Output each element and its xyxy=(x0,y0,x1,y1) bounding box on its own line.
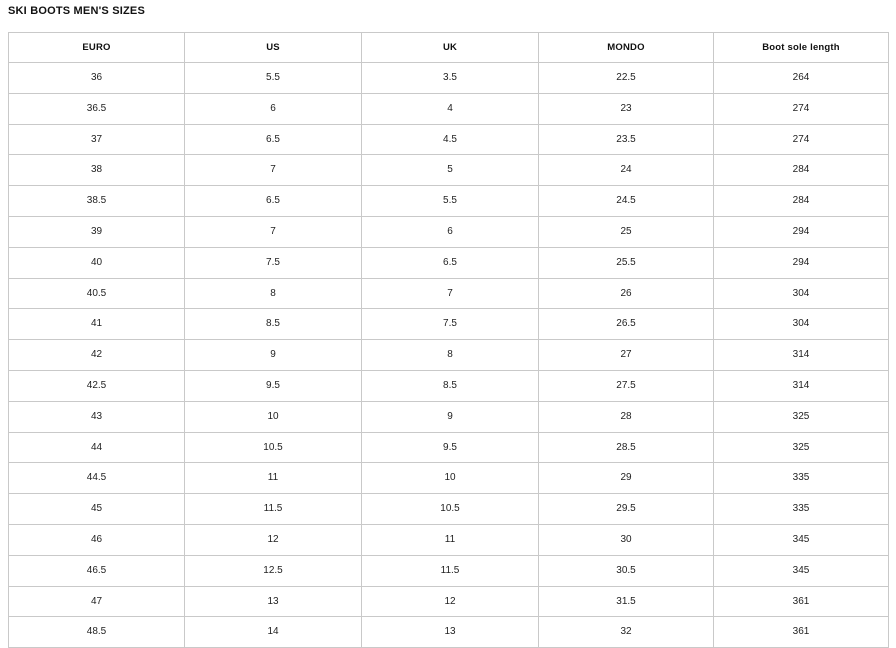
cell-us: 13 xyxy=(185,586,362,617)
cell-euro: 36.5 xyxy=(9,93,185,124)
cell-boot-sole-length: 284 xyxy=(714,155,889,186)
cell-uk: 4 xyxy=(362,93,539,124)
cell-euro: 48.5 xyxy=(9,617,185,648)
cell-mondo: 31.5 xyxy=(539,586,714,617)
cell-us: 10.5 xyxy=(185,432,362,463)
cell-euro: 36 xyxy=(9,63,185,94)
cell-uk: 8 xyxy=(362,340,539,371)
table-row xyxy=(9,247,889,278)
cell-us: 11 xyxy=(185,463,362,494)
cell-uk: 3.5 xyxy=(362,63,539,94)
cell-euro: 38 xyxy=(9,155,185,186)
cell-mondo: 25.5 xyxy=(539,247,714,278)
table-row xyxy=(9,463,889,494)
cell-us: 10 xyxy=(185,401,362,432)
cell-euro: 45 xyxy=(9,494,185,525)
cell-boot-sole-length: 345 xyxy=(714,555,889,586)
cell-boot-sole-length: 325 xyxy=(714,432,889,463)
cell-mondo: 28.5 xyxy=(539,432,714,463)
cell-uk: 11.5 xyxy=(362,555,539,586)
cell-us: 6 xyxy=(185,93,362,124)
table-row xyxy=(9,309,889,340)
cell-mondo: 30 xyxy=(539,524,714,555)
cell-boot-sole-length: 335 xyxy=(714,494,889,525)
cell-us: 7.5 xyxy=(185,247,362,278)
cell-mondo: 29 xyxy=(539,463,714,494)
cell-us: 14 xyxy=(185,617,362,648)
cell-boot-sole-length: 314 xyxy=(714,340,889,371)
cell-us: 9 xyxy=(185,340,362,371)
cell-boot-sole-length: 284 xyxy=(714,186,889,217)
column-header-euro: EURO xyxy=(9,33,185,63)
cell-us: 5.5 xyxy=(185,63,362,94)
table-row xyxy=(9,278,889,309)
cell-euro: 42 xyxy=(9,340,185,371)
cell-euro: 42.5 xyxy=(9,370,185,401)
table-row xyxy=(9,370,889,401)
cell-uk: 7.5 xyxy=(362,309,539,340)
cell-uk: 4.5 xyxy=(362,124,539,155)
cell-mondo: 25 xyxy=(539,216,714,247)
table-row xyxy=(9,494,889,525)
cell-mondo: 24.5 xyxy=(539,186,714,217)
cell-uk: 8.5 xyxy=(362,370,539,401)
cell-euro: 40.5 xyxy=(9,278,185,309)
cell-mondo: 29.5 xyxy=(539,494,714,525)
cell-us: 7 xyxy=(185,155,362,186)
cell-mondo: 27.5 xyxy=(539,370,714,401)
table-row xyxy=(9,93,889,124)
cell-euro: 46.5 xyxy=(9,555,185,586)
cell-boot-sole-length: 274 xyxy=(714,93,889,124)
cell-us: 12 xyxy=(185,524,362,555)
cell-us: 11.5 xyxy=(185,494,362,525)
table-row xyxy=(9,617,889,648)
cell-boot-sole-length: 325 xyxy=(714,401,889,432)
cell-mondo: 28 xyxy=(539,401,714,432)
cell-mondo: 27 xyxy=(539,340,714,371)
cell-euro: 38.5 xyxy=(9,186,185,217)
cell-us: 12.5 xyxy=(185,555,362,586)
cell-euro: 40 xyxy=(9,247,185,278)
table-row xyxy=(9,186,889,217)
cell-uk: 12 xyxy=(362,586,539,617)
cell-boot-sole-length: 345 xyxy=(714,524,889,555)
cell-uk: 6 xyxy=(362,216,539,247)
cell-boot-sole-length: 304 xyxy=(714,278,889,309)
cell-uk: 9.5 xyxy=(362,432,539,463)
cell-boot-sole-length: 274 xyxy=(714,124,889,155)
cell-us: 7 xyxy=(185,216,362,247)
cell-boot-sole-length: 314 xyxy=(714,370,889,401)
cell-boot-sole-length: 361 xyxy=(714,586,889,617)
cell-uk: 5.5 xyxy=(362,186,539,217)
table-header xyxy=(9,33,889,63)
cell-mondo: 24 xyxy=(539,155,714,186)
cell-uk: 9 xyxy=(362,401,539,432)
cell-euro: 41 xyxy=(9,309,185,340)
cell-mondo: 30.5 xyxy=(539,555,714,586)
cell-boot-sole-length: 361 xyxy=(714,617,889,648)
cell-euro: 39 xyxy=(9,216,185,247)
table-row xyxy=(9,432,889,463)
table-row xyxy=(9,216,889,247)
table-header-row xyxy=(9,33,889,63)
table-row xyxy=(9,586,889,617)
table-row xyxy=(9,63,889,94)
cell-us: 8.5 xyxy=(185,309,362,340)
table-body xyxy=(9,63,889,648)
cell-us: 9.5 xyxy=(185,370,362,401)
cell-boot-sole-length: 264 xyxy=(714,63,889,94)
cell-boot-sole-length: 294 xyxy=(714,216,889,247)
table-row xyxy=(9,340,889,371)
size-chart-table xyxy=(8,32,889,648)
cell-mondo: 23 xyxy=(539,93,714,124)
cell-euro: 37 xyxy=(9,124,185,155)
column-header-boot-sole-length: Boot sole length xyxy=(714,33,889,63)
cell-uk: 13 xyxy=(362,617,539,648)
cell-us: 6.5 xyxy=(185,186,362,217)
cell-euro: 43 xyxy=(9,401,185,432)
cell-uk: 7 xyxy=(362,278,539,309)
cell-boot-sole-length: 335 xyxy=(714,463,889,494)
page-title: SKI BOOTS MEN'S SIZES xyxy=(8,5,146,17)
cell-mondo: 26.5 xyxy=(539,309,714,340)
table-row xyxy=(9,124,889,155)
table-row xyxy=(9,155,889,186)
cell-uk: 6.5 xyxy=(362,247,539,278)
cell-euro: 44.5 xyxy=(9,463,185,494)
cell-uk: 11 xyxy=(362,524,539,555)
cell-boot-sole-length: 294 xyxy=(714,247,889,278)
cell-us: 6.5 xyxy=(185,124,362,155)
cell-euro: 46 xyxy=(9,524,185,555)
column-header-uk: UK xyxy=(362,33,539,63)
cell-uk: 10 xyxy=(362,463,539,494)
cell-euro: 47 xyxy=(9,586,185,617)
table-row xyxy=(9,524,889,555)
column-header-mondo: MONDO xyxy=(539,33,714,63)
cell-us: 8 xyxy=(185,278,362,309)
cell-euro: 44 xyxy=(9,432,185,463)
cell-uk: 5 xyxy=(362,155,539,186)
cell-mondo: 23.5 xyxy=(539,124,714,155)
cell-uk: 10.5 xyxy=(362,494,539,525)
table-row xyxy=(9,555,889,586)
size-chart-container xyxy=(8,32,888,648)
cell-boot-sole-length: 304 xyxy=(714,309,889,340)
cell-mondo: 32 xyxy=(539,617,714,648)
table-row xyxy=(9,401,889,432)
cell-mondo: 26 xyxy=(539,278,714,309)
cell-mondo: 22.5 xyxy=(539,63,714,94)
column-header-us: US xyxy=(185,33,362,63)
